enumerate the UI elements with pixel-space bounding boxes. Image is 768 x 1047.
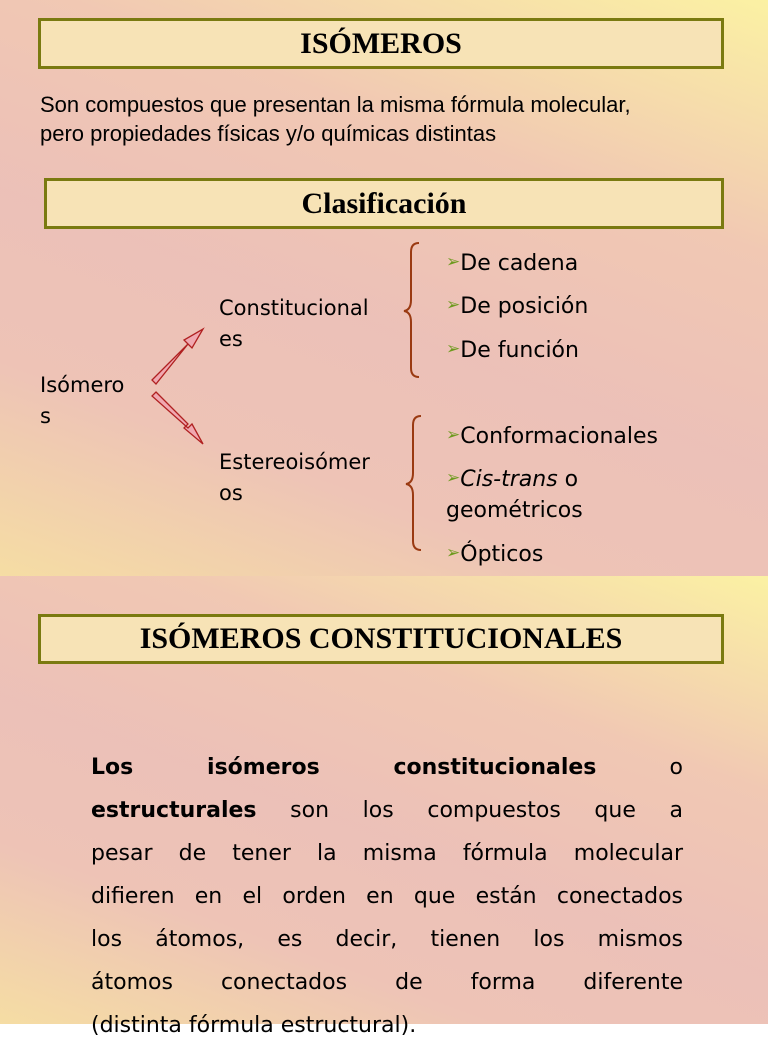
item-label-italic: Cis-trans xyxy=(460,467,558,492)
para-text: son los compuestos que a xyxy=(256,798,683,823)
branch-constitucionales-line-2: es xyxy=(219,327,243,351)
para-line-7: (distinta fórmula estructural). xyxy=(91,1013,417,1038)
list-item-opticos xyxy=(446,538,543,570)
item-label-line-2: geométricos xyxy=(446,498,583,523)
branch-estereoisomeros xyxy=(219,447,370,509)
para-text: o xyxy=(596,755,684,780)
bullet-arrow-icon: ➢ xyxy=(446,543,461,563)
branch-constitucionales xyxy=(219,293,369,355)
list-item-de-funcion xyxy=(446,334,579,366)
item-label: De posición xyxy=(460,294,589,319)
root-label-line-1: Isómero xyxy=(40,373,125,397)
para-bold-term: Los isómeros constitucionales xyxy=(91,755,597,780)
para-line-6: átomos conectados de forma diferente xyxy=(91,970,683,995)
item-label-rest: o xyxy=(557,467,579,492)
root-label-line-2: s xyxy=(40,404,51,428)
bullet-arrow-icon: ➢ xyxy=(446,468,461,488)
list-item-de-posicion xyxy=(446,290,588,322)
bullet-arrow-icon: ➢ xyxy=(446,339,461,359)
branch-constitucionales-line-1: Constitucional xyxy=(219,296,369,320)
bullet-arrow-icon: ➢ xyxy=(446,295,461,315)
brace-estereoisomeros xyxy=(406,416,421,550)
slide-isomeros-constitucionales xyxy=(0,576,768,1038)
list-item-de-cadena xyxy=(446,247,578,279)
item-label: De función xyxy=(460,338,579,363)
item-label: Conformacionales xyxy=(460,424,658,449)
intro-line-1: Son compuestos que presentan la misma fórmula molecular, xyxy=(40,92,631,117)
para-line-2 xyxy=(91,789,683,832)
item-label: Ópticos xyxy=(460,542,544,567)
classification-title-text: Clasificación xyxy=(301,186,467,220)
item-label: De cadena xyxy=(460,251,579,276)
list-item-cis-trans xyxy=(446,463,583,526)
bullet-arrow-icon: ➢ xyxy=(446,252,461,272)
bullet-arrow-icon: ➢ xyxy=(446,425,461,445)
branch-estereo-line-2: os xyxy=(219,481,243,505)
slide-title-text: ISÓMEROS xyxy=(300,26,462,60)
branch-estereo-line-1: Estereoisómer xyxy=(219,450,370,474)
para-bold-term: estructurales xyxy=(91,798,257,823)
arrow-down-right xyxy=(152,392,203,444)
para-line-5: los átomos, es decir, tienen los mismos xyxy=(91,927,683,952)
slide-title-text: ISÓMEROS CONSTITUCIONALES xyxy=(139,622,623,655)
slide-title xyxy=(38,614,724,664)
list-item-conformacionales xyxy=(446,420,658,452)
arrow-up-right xyxy=(152,329,203,384)
definition-paragraph xyxy=(91,746,683,1047)
brace-constitucionales xyxy=(404,243,419,377)
para-line-3: pesar de tener la misma fórmula molecular xyxy=(91,841,683,866)
para-line-4: difieren en el orden en que están conectados xyxy=(91,884,683,909)
para-line-1 xyxy=(91,746,683,789)
intro-line-2: pero propiedades físicas y/o químicas distintas xyxy=(40,121,497,146)
